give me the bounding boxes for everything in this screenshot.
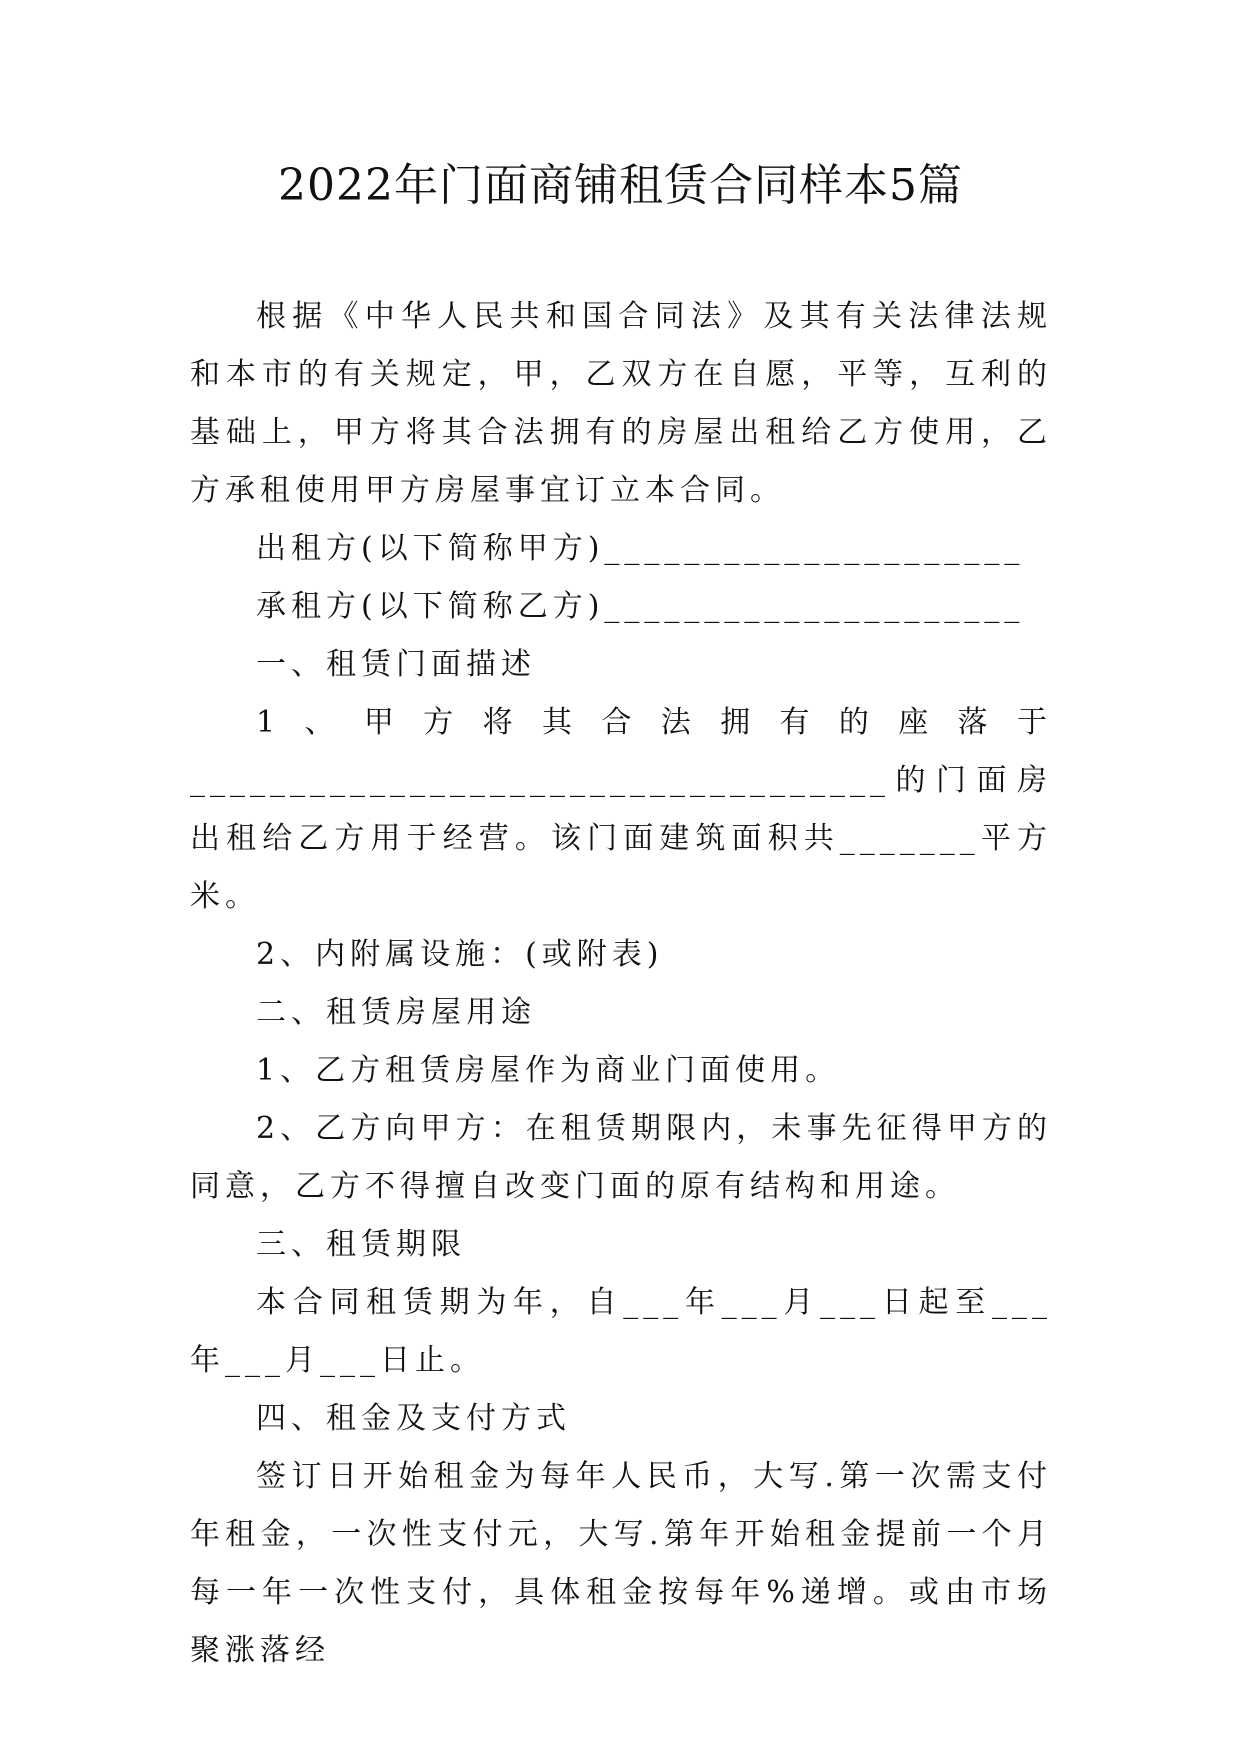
document-title: 2022年门面商铺租赁合同样本5篇 — [278, 160, 963, 211]
paragraph-lessor: 出租方(以下简称甲方)_____________________ — [256, 531, 1025, 566]
clause-1-1-detail: ___________________________________的门面房出租给乙方用于经营。该门面建筑面积共_______平方米。 — [190, 763, 1052, 914]
clause-3-term: 本合同租赁期为年，自___年___月___日起至___年___月___日止。 — [190, 1285, 1052, 1378]
clause-2-1: 1、乙方租赁房屋作为商业门面使用。 — [256, 1053, 841, 1088]
document-body — [190, 288, 1052, 1680]
clause-2-2: 2、乙方向甲方：在租赁期限内，未事先征得甲方的同意，乙方不得擅自改变门面的原有结构和用途。 — [190, 1111, 1052, 1204]
section-heading-3: 三、租赁期限 — [256, 1227, 466, 1262]
paragraph-preamble: 根据《中华人民共和国合同法》及其有关法律法规和本市的有关规定，甲，乙双方在自愿，平等，互利的基础上，甲方将其合法拥有的房屋出租给乙方使用，乙方承租使用甲方房屋事宜订立本合同。 — [190, 299, 1052, 508]
paragraph-lessee: 承租方(以下简称乙方)_____________________ — [256, 589, 1025, 624]
clause-4-rent: 签订日开始租金为每年人民币，大写.第一次需支付年租金，一次性支付元，大写.第年开始租金提前一个月每一年一次性支付，具体租金按每年%递增。或由市场聚涨落经 — [190, 1459, 1052, 1668]
clause-1-2: 2、内附属设施：(或附表) — [256, 937, 664, 972]
clause-1-1-intro: 1、甲方将其合法拥有的座落于 — [256, 705, 1052, 740]
section-heading-2: 二、租赁房屋用途 — [256, 995, 536, 1030]
section-heading-4: 四、租金及支付方式 — [256, 1401, 571, 1436]
section-heading-1: 一、租赁门面描述 — [256, 647, 536, 682]
